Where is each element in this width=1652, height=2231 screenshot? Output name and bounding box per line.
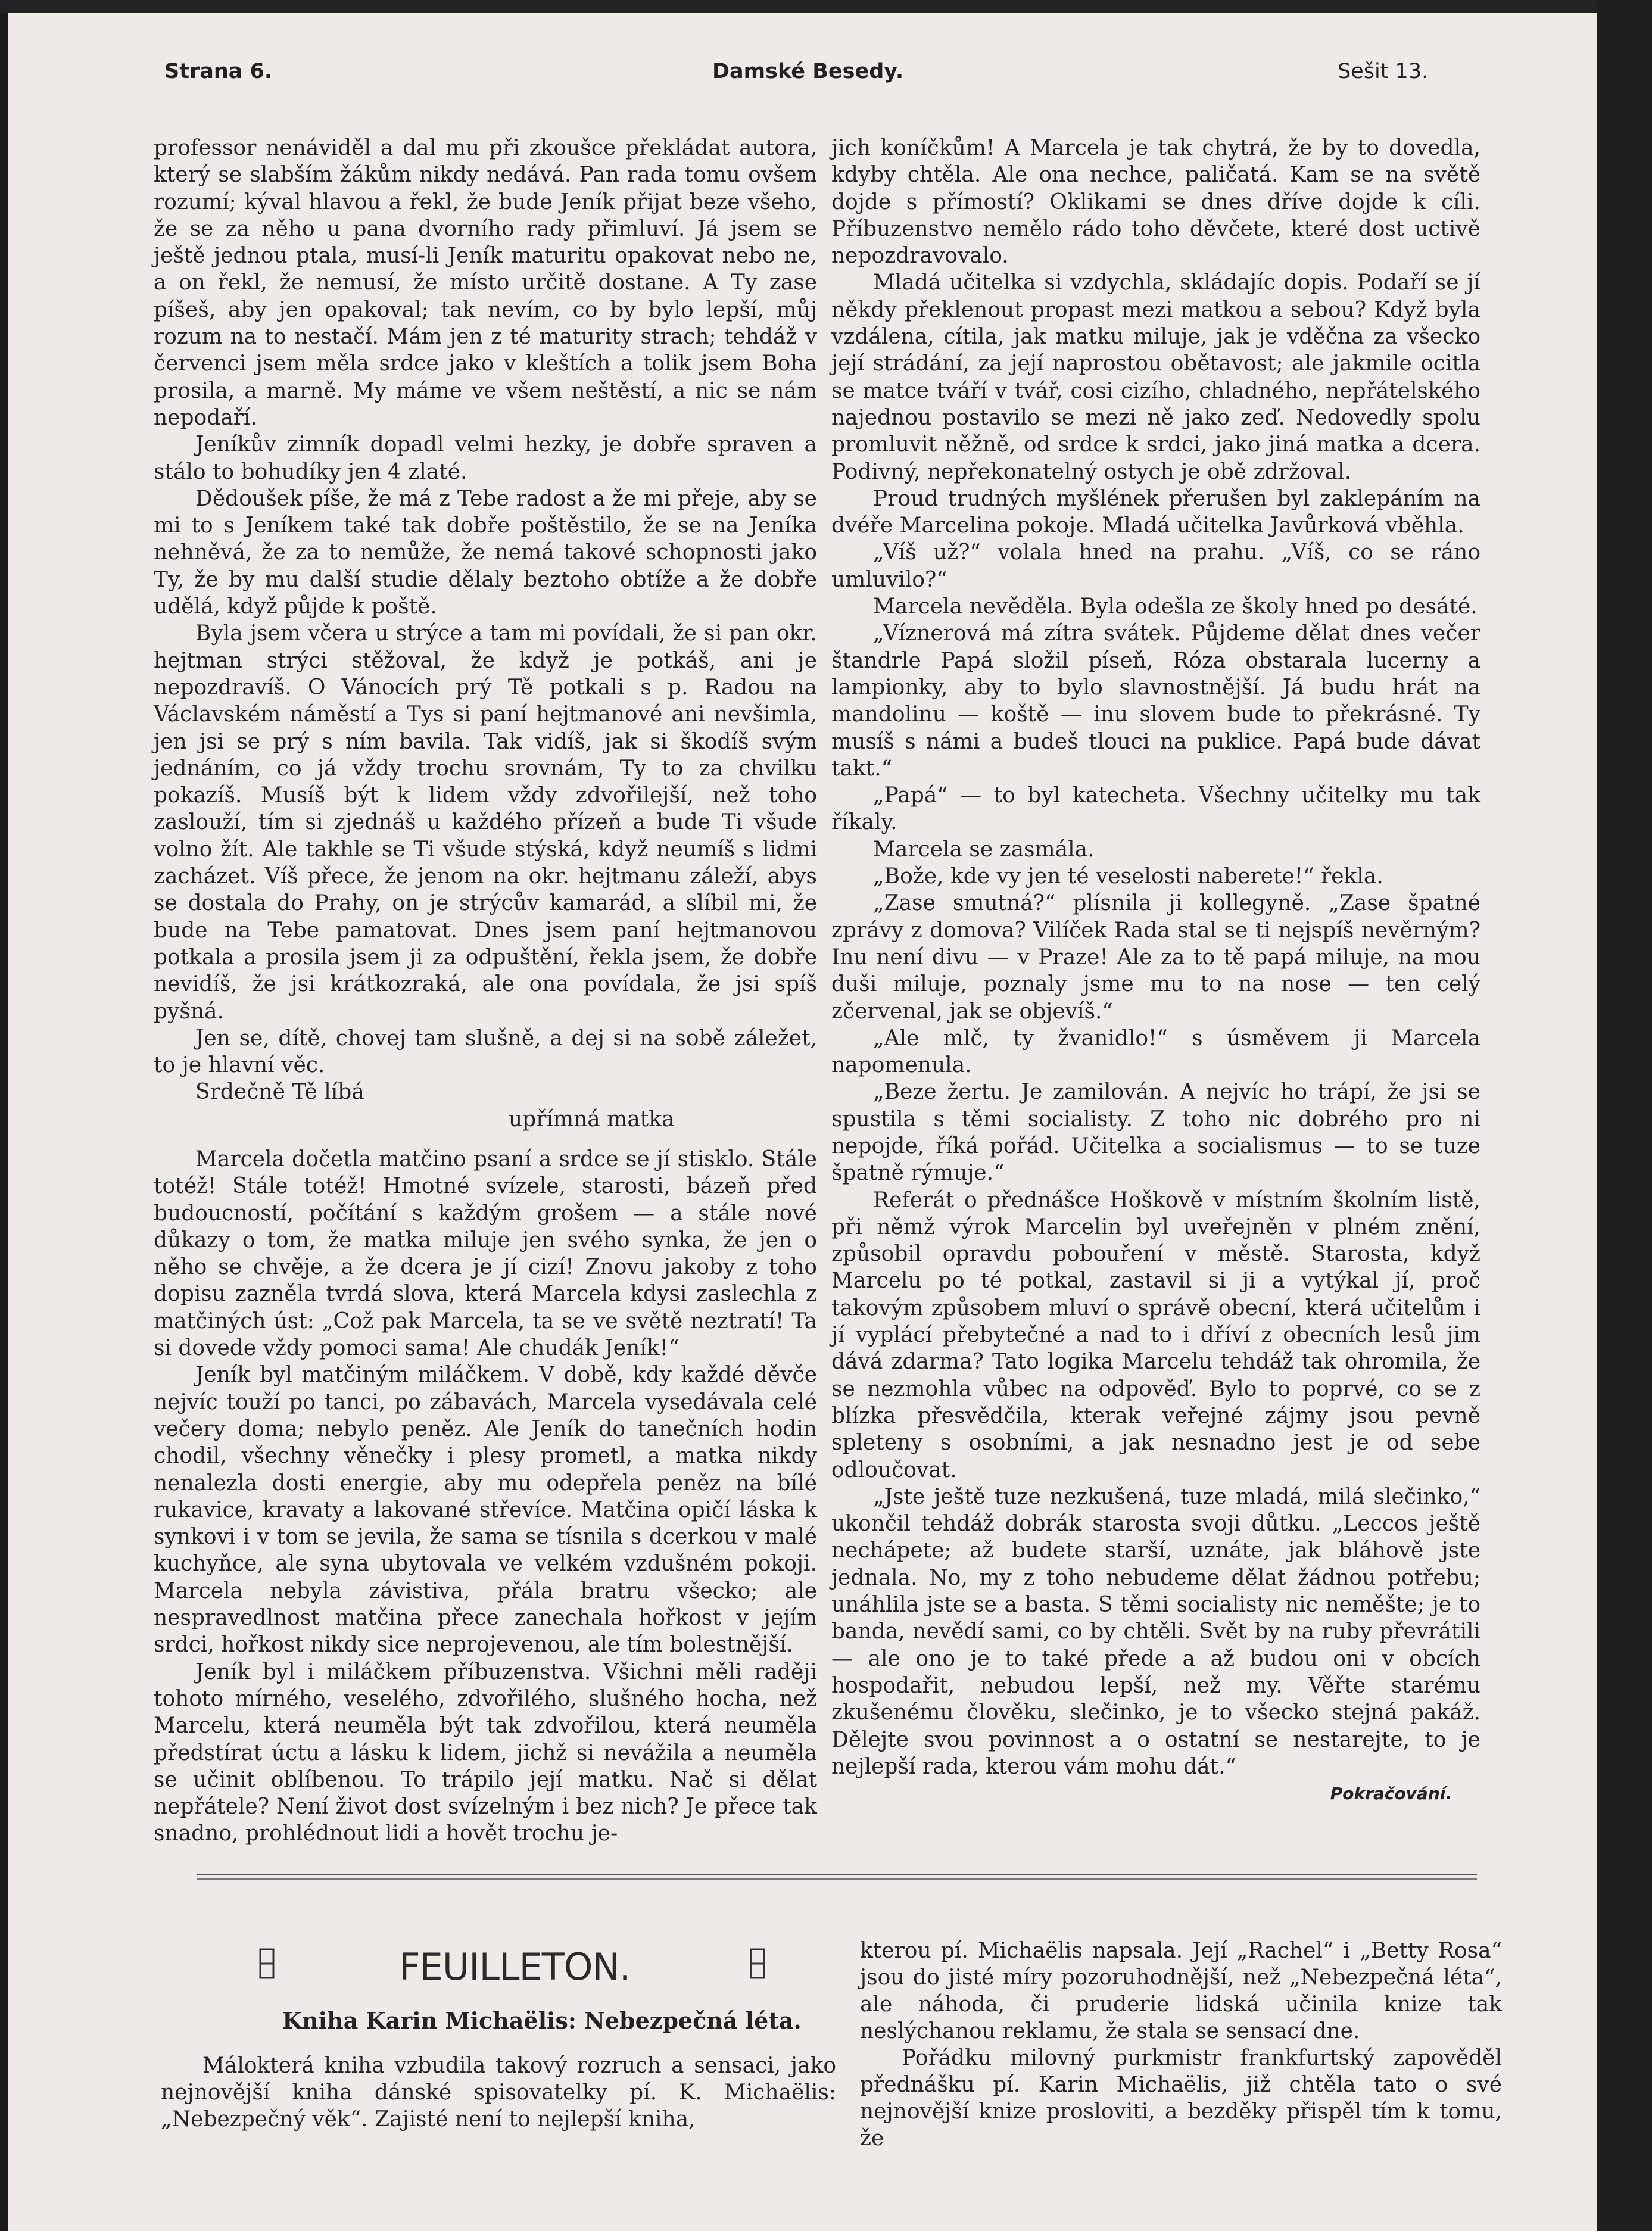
paragraph: jich koníčkům! A Marcela je tak chytrá, že by to dovedla, kdyby chtěla. Ale ona nechce, paličatá. Kam se na světě dojde s přímostí? Oklikami se dnes dříve dojde k cíli. Příbuzenstvo nemělo rádo toho děvčete, které dost uctivě nepozdravovalo. [831,136,1480,269]
ornament-icon [749,1948,766,1980]
feuilleton-title: FEUILLETON. [399,1945,631,1989]
paragraph: „Papá“ — to byl katecheta. Všechny učitelky mu tak říkaly. [831,783,1480,835]
right-column [831,135,1480,1807]
paragraph: Dědoušek píše, že má z Tebe radost a že mi přeje, aby se mi to s Jeníkem také tak dobře poštěstilo, že se na Jeníka nehněvá, že za to nemůže, že nemá takové schopnosti jako Ty, že by mu další studie dělaly beztoho obtíže a že dobře udělá, když půjde k poště. [154,486,817,619]
paragraph: Byla jsem včera u strýce a tam mi povídali, že si pan okr. hejtman strýci stěžoval, že když je potkáš, ani je nepozdravíš. O Vánocích prý Tě potkali s p. Radou na Václavském náměstí a Tys si paní hejtmanové ani nevšimla, jen jsi se prý s ním bavila. Tak vidíš, jak si škodíš svým jednáním, co já vždy trochu srovnám, Ty to za chvilku pokazíš. Musíš být k lidem vždy zdvořilejší, než toho zaslouží, tím si zjednáš u každého přízeň a bude Ti všude volno žít. Ale takhle se Ti všude stýská, když neumíš s lidmi zacházet. Víš přece, že jenom na okr. hejtmanu záleží, abys se dostala do Prahy, on je strýcův kamarád, a slíbil mi, že bude na Tebe pamatovat. Dnes jsem paní hejtmanovou potkala a prosila jsem ji za odpuštění, řekla jsem, že dobře nevidíš, že jsi krátkozraká, ale ona povídala, že jsi spíš pyšná. [154,621,817,1024]
scan-top-border [0,0,1652,13]
paragraph: „Zase smutná?“ plísnila ji kollegyně. „Zase špatné zprávy z domova? Vilíček Rada stal se ti nejspíš nevěrným? Inu není divu — v Praze! Ale za to tě papá miluje, na mou duši miluje, poznaly jsme mu to na nose — ten celý zčervenal, jak se objevíš.“ [831,891,1480,1024]
feuilleton-header [250,1945,786,1987]
page-number: Strana 6. [164,60,273,83]
paragraph: „Bože, kde vy jen té veselosti naberete!“ řekla. [873,864,1383,889]
section-divider [197,1878,1477,1880]
paragraph: Marcela nevěděla. Byla odešla ze školy hned po desáté. [873,594,1478,619]
issue-number: Sešit 13. [1338,60,1429,83]
paragraph: professor nenáviděl a dal mu při zkoušce překládat autora, který se slabším žákům nikdy nedává. Pan rada tomu ovšem rozumí; kýval hlavou a řekl, že bude Jeník přijat beze všeho, že se za něho u pana dvorního rady přimluví. Já jsem se ještě jednou ptala, musí-li Jeník maturitu opakovat nebo ne, a on řekl, že nemusí, že místo určitě dostane. A Ty zase píšeš, aby jen opakoval; tak nevím, co by bylo lepší, můj rozum na to nestačí. Mám jen z té maturity strach; tehdáž v červenci jsem měla srdce jako v kleštích a tolik jsem Boha prosila, a marně. My máme ve všem neštěstí, a nic se nám nepodaří. [154,136,817,430]
paragraph: Proud trudných myšlének přerušen byl zaklepáním na dvéře Marcelina pokoje. Mladá učitelka Javůrková vběhla. [831,486,1480,538]
paragraph: „Víznerová má zítra svátek. Půjdeme dělat dnes večer štandrle Papá složil píseň, Róza obstarala lucerny a lampionky, aby to bylo slavnostnější. Já budu hrát na mandolinu — koště — inu slovem bude to překrásné. Ty musíš s námi a budeš tlouci na puklice. Papá bude dávat takt.“ [831,621,1480,781]
paragraph: „Beze žertu. Je zamilován. A nejvíc ho trápí, že jsi se spustila s těmi socialisty. Z toho nic dobrého pro ni nepojde, říká pořád. Učitelka a socialismus — to se tuze špatně rýmuje.“ [831,1080,1480,1186]
paragraph: Málokterá kniha vzbudila takový rozruch a sensaci, jako nejnovější kniha dánské spisovatelky pí. K. Michaëlis: „Nebezpečný věk“. Zajisté není to nejlepší kniha, [161,2054,836,2132]
feuilleton-right-column [860,1937,1502,2152]
paragraph: Jeník byl i miláčkem příbuzenstva. Všichni měli raději tohoto mírného, veselého, zdvořilého, slušného hocha, než Marcelu, která neuměla být tak zdvořilou, která neuměla předstírat úctu a lásku k lidem, jichž si nevážila a neuměla se učinit oblíbenou. To trápilo její matku. Nač si dělat nepřátele? Není život dost svízelným i bez nich? Je přece tak snadno, prohlédnout lidi a hovět trochu je- [154,1659,817,1846]
paragraph: Jen se, dítě, chovej tam slušně, a dej si na sobě záležet, to je hlavní věc. [154,1026,817,1078]
left-column [154,135,817,1847]
section-divider [197,1874,1477,1875]
paragraph: kterou pí. Michaëlis napsala. Její „Rachel“ i „Betty Rosa“ jsou do jisté míry pozoruhodnější, než „Nebezpečná léta“, ale náhoda, či pruderie lidská učinila knize tak neslýchanou reklamu, že stala se sensací dne. [860,1939,1502,2043]
feuilleton-subtitle: Kniha Karin Michaëlis: Nebezpečná léta. [282,2007,802,2034]
feuilleton-left-column [161,2052,836,2133]
paragraph: Mladá učitelka si vzdychla, skládajíc dopis. Podaří se jí někdy překlenout propast mezi matkou a sebou? Když byla vzdálena, cítila, jak matku miluje, jak je vděčna za všecko její strádání, za její naprostou obětavost; ale jakmile ocitla se matce tváří v tvář, cosi cizího, chladného, nepřátelského najednou postavilo se mezi ně jako zeď. Nedovedly spolu promluvit něžně, od srdce k srdci, jako jiná matka a dcera. Podivný, nepřekonatelný ostych je obě zdržoval. [831,270,1480,484]
paragraph: Referát o přednášce Hoškově v místním školním listě, při němž výrok Marcelin byl uveřejněn v plném znění, způsobil opravdu pobouření v městě. Starosta, když Marcelu po té potkal, zastavil si ji a vytýkal jí, proč takovým způsobem mluví o správě obecní, která učitelům i jí vyplácí přebytečné a nad to i dříví z obecních lesů jim dává zdarma? Tato logika Marcelu tehdáž tak ohromila, že se nezmohla vůbec na odpověď. Bylo to poprvé, co se z blízka přesvědčila, kterak veřejné zájmy jsou pevně spleteny s osobními, a jak nesnadno jest je od sebe odloučovat. [831,1188,1480,1482]
ornament-icon [258,1948,275,1980]
paragraph: Jeníkův zimník dopadl velmi hezky, je dobře spraven a stálo to bohudíky jen 4 zlaté. [154,432,817,484]
paragraph: „Jste ještě tuze nezkušená, tuze mladá, milá slečinko,“ ukončil tehdáž dobrák starosta svoji důtku. „Leccos ještě nechápete; až budete starší, uznáte, jak bláhově jste jednala. No, my z toho nebudeme dělat žádnou potřebu; unáhlila jste se a basta. S těmi socialisty nic neměšte; je to banda, nevědí sami, co by chtěli. Svět by na ruby převrátili — ale ono je to také přede a až budou oni v obcích hospodařit, nebudou lepší, než my. Věřte starému zkušenému člověku, slečinko, je to všecko stejná pakáž. Dělejte svou povinnost a o ostatní se nestarejte, to je nejlepší rada, kterou vám mohu dát.“ [831,1484,1480,1779]
letter-closing: Srdečně Tě líbá [195,1080,364,1105]
continuation-note: Pokračování. [1330,1784,1452,1804]
paragraph: Jeník byl matčiným miláčkem. V době, kdy každé děvče nejvíc touží po tanci, po zábavách, Marcela vysedávala celé večery doma; nebylo peněz. Ale Jeník do tanečních hodin chodil, všechny věnečky i plesy prometl, a matka nikdy nenalezla dosti energie, aby mu odepřela peněz na bílé rukavice, kravaty a lakované střevíce. Matčina opičí láska k synkovi i v tom se jevila, že sama se tísnila s dcerkou v malé kuchyňce, ale syna ubytovala ve velkém vzdušném pokoji. Marcela nebyla závistiva, přála bratru všecko; ale nespravedlnost matčina přece zanechala hořkost v jejím srdci, hořkost nikdy sice neprojevenou, ale tím bolestnější. [154,1363,817,1657]
scan-right-border [1597,0,1652,2231]
paragraph: „Ale mlč, ty žvanidlo!“ s úsměvem ji Marcela napomenula. [831,1026,1480,1078]
paragraph: Pořádku milovný purkmistr frankfurtský zapověděl přednášku pí. Karin Michaëlis, již chtěla tato o své nejnovější knize prosloviti, a bezděky přispěl tím k tomu, že [860,2046,1502,2151]
letter-signature: upřímná matka [509,1107,675,1132]
publication-title: Damské Besedy. [712,60,904,83]
paragraph: Marcela se zasmála. [873,837,1095,862]
paragraph: „Víš už?“ volala hned na prahu. „Víš, co se ráno umluvilo?“ [831,540,1480,592]
paragraph: Marcela dočetla matčino psaní a srdce se jí stisklo. Stále totéž! Stále totéž! Hmotné svízele, starosti, bázeň před budoucností, počítání s každým grošem — a stále nové důkazy o tom, že matka miluje jen svého synka, že jen o něho se chvěje, a že dcera je jí cizí! Znovu jakoby z toho dopisu zazněla tvrdá slova, která Marcela kdysi zaslechla z matčiných úst: „Což pak Marcela, ta se ve světě neztratí! Ta si dovede vždy pomoci sama! Ale chudák Jeník!“ [154,1146,817,1361]
